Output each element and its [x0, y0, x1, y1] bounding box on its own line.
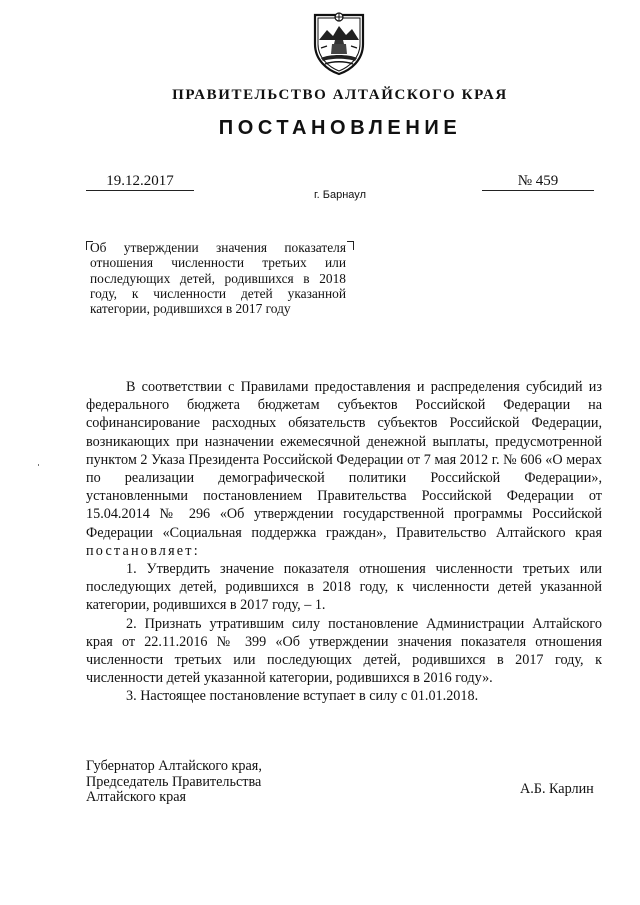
government-name: ПРАВИТЕЛЬСТВО АЛТАЙСКОГО КРАЯ: [172, 87, 508, 103]
decree-item: 3. Настоящее постановление вступает в силу с 01.01.2018.: [126, 688, 479, 705]
signatory-name: А.Б. Карлин: [520, 781, 594, 797]
position-line: Председатель Правительства: [86, 773, 262, 790]
document-date: 19.12.2017: [86, 172, 194, 191]
decree-item: 2. Признать утратившим силу постановление Администрации Алтайского края от 22.11.2016 № 399 «Об утверждении значения показателя отношения численности третьих или последующих детей, родившихся в 2017 году, к численности детей указанной категории, родившихся в 2016 году».: [86, 615, 602, 687]
position-line: Губернатор Алтайского края,: [86, 758, 262, 774]
decree-item: 1. Утвердить значение показателя отношения численности третьих или последующих детей, родившихся в 2018 году, к численности детей указанной категории, родившихся в 2017 году, – 1.: [86, 561, 602, 614]
document-body: [86, 378, 602, 706]
signatory-position: [86, 759, 346, 806]
document-city: г. Барнаул: [314, 189, 366, 201]
position-line: Алтайского края: [86, 789, 187, 805]
altai-coat-of-arms-icon: [309, 10, 369, 76]
document-subject: Об утверждении значения показателя отношения численности третьих или последующих детей, родившихся в 2018 году, к численности детей указанной категории, родившихся в 2017 году: [90, 240, 346, 317]
document-type-title: ПОСТАНОВЛЕНИЕ: [218, 117, 462, 139]
subject-corner-right: [347, 241, 354, 250]
decree-word: постановляет:: [86, 542, 200, 559]
document-number: № 459: [482, 172, 594, 191]
subject-block: [86, 240, 348, 316]
margin-mark: [38, 464, 39, 466]
subject-corner-left: [86, 241, 93, 250]
preamble-paragraph: [86, 378, 602, 560]
preamble-text: В соответствии с Правилами предоставления и распределения субсидий из федерального бюджета бюджетам субъектов Российской Федерации на софинансирование расходных обязательств субъектов Российской Федерации, возникающих при назначении ежемесячной денежной выплаты, предусмотренной пунктом 2 Указа Президента Российской Федерации от 7 мая 2012 г. № 606 «О мерах по реализации демографической политики Российской Федерации», установленными постановлением Правительства Российской Федерации от 15.04.2014 № 296 «Об утверждении государственной программы Российской Федерации «Социальная поддержка граждан», Правительство Алтайского края: [86, 379, 602, 541]
